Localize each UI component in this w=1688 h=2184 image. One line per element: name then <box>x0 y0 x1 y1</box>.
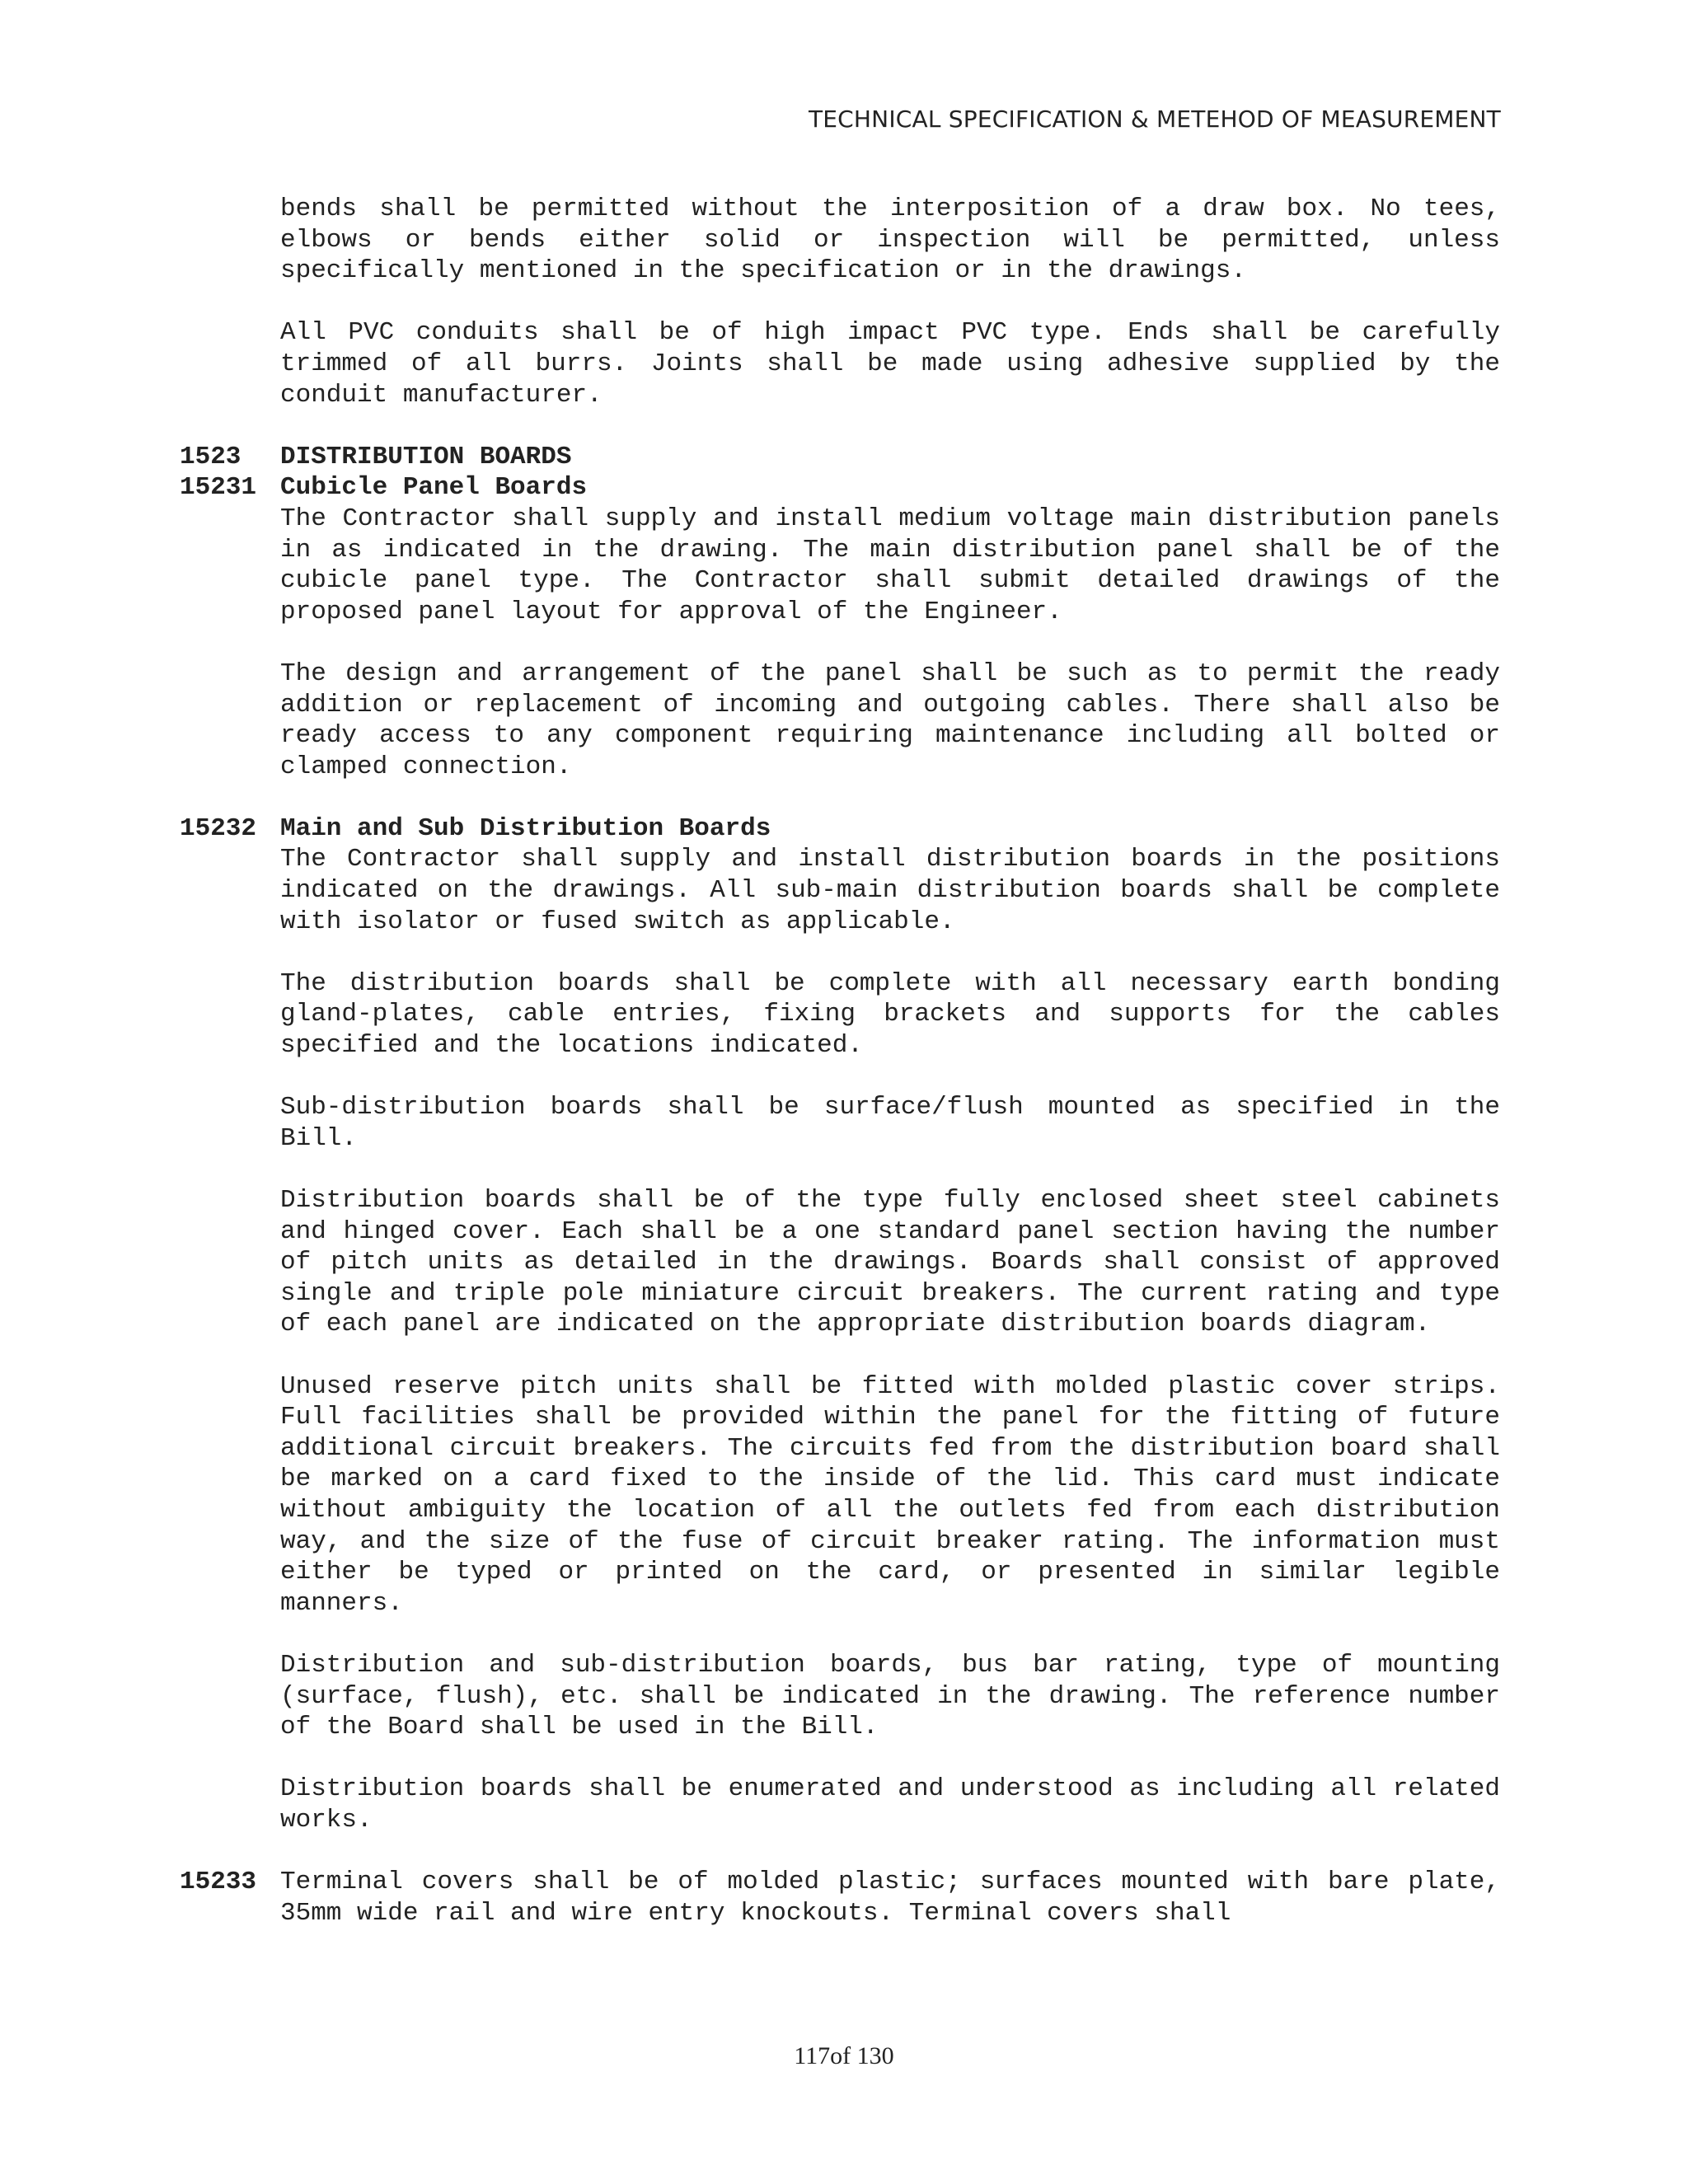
paragraph-bus-bar: Distribution and sub-distribution boards, bus bar rating, type of mounting (surface, flush), etc. shall be indicated in the drawing. The reference number of the Board shall be used in the Bill. <box>280 1650 1500 1742</box>
section-title: Cubicle Panel Boards <box>280 473 588 503</box>
document-body <box>180 194 1500 1960</box>
paragraph-cubicle-panels: The Contractor shall supply and install medium voltage main distribution panels in as indicated in the drawing. The main distribution panel shall be of the cubicle panel type. The Contractor shall submit detailed drawings of the proposed panel layout for approval of the Engineer. <box>280 504 1500 626</box>
paragraph-enumeration: Distribution boards shall be enumerated and understood as including all related works. <box>280 1774 1500 1835</box>
paragraph-pvc-conduits: All PVC conduits shall be of high impact PVC type. Ends shall be carefully trimmed of all burrs. Joints shall be made using adhesive supplied by the conduit manufacturer. <box>280 318 1500 410</box>
paragraph-supply-boards: The Contractor shall supply and install distribution boards in the positions indicated on the drawings. All sub-main distribution boards shall be complete with isolator or fused switch as applicable. <box>280 845 1500 936</box>
section-title: Main and Sub Distribution Boards <box>280 813 771 843</box>
section-number: 15232 <box>180 813 257 843</box>
page-number: 117of 130 <box>794 2042 894 2069</box>
section-item-15233 <box>180 1867 1500 1929</box>
paragraph-mounting: Sub-distribution boards shall be surface/flush mounted as specified in the Bill. <box>280 1093 1500 1153</box>
paragraph-panel-arrangement: The design and arrangement of the panel shall be such as to permit the ready addition or replacement of incoming and outgoing cables. There shall also be ready access to any component requiring maintenance including all bolted or clamped connection. <box>280 658 1500 781</box>
section-heading-15231 <box>180 472 1500 504</box>
section-title: DISTRIBUTION BOARDS <box>280 442 572 471</box>
section-number: 15233 <box>180 1868 257 1897</box>
paragraph-conduit-bends: bends shall be permitted without the interposition of a draw box. No tees, elbows or bends either solid or inspection will be permitted, unless specifically mentioned in the specification or in the drawings. <box>280 194 1500 286</box>
paragraph-board-type: Distribution boards shall be of the type fully enclosed sheet steel cabinets and hinged cover. Each shall be a one standard panel section having the number of pitch units as detailed in the drawings. Boards shall consist of approved single and triple pole miniature circuit breakers. The current rating and type of each panel are indicated on the appropriate distribution boards diagram. <box>280 1186 1500 1339</box>
section-heading-1523 <box>180 442 1500 473</box>
paragraph-reserve-units: Unused reserve pitch units shall be fitted with molded plastic cover strips. Full facilities shall be provided within the panel for the fitting of future additional circuit breakers. The circuits fed from the distribution board shall be marked on a card fixed to the inside of the lid. This card must indicate without ambiguity the location of all the outlets fed from each distribution way, and the size of the fuse of circuit breaker rating. The information must either be typed or printed on the card, or presented in similar legible manners. <box>280 1371 1500 1618</box>
section-number: 15231 <box>180 473 257 503</box>
section-number: 1523 <box>180 442 241 471</box>
page-header: TECHNICAL SPECIFICATION & METEHOD OF MEASUREMENT <box>808 105 1501 133</box>
paragraph-earth-bonding: The distribution boards shall be complete with all necessary earth bonding gland-plates, cable entries, fixing brackets and supports for the cables specified and the locations indicated. <box>280 968 1500 1061</box>
section-heading-15232 <box>180 813 1500 845</box>
paragraph-terminal-covers: Terminal covers shall be of molded plastic; surfaces mounted with bare plate, 35mm wide rail and wire entry knockouts. Terminal covers shall <box>280 1868 1500 1928</box>
